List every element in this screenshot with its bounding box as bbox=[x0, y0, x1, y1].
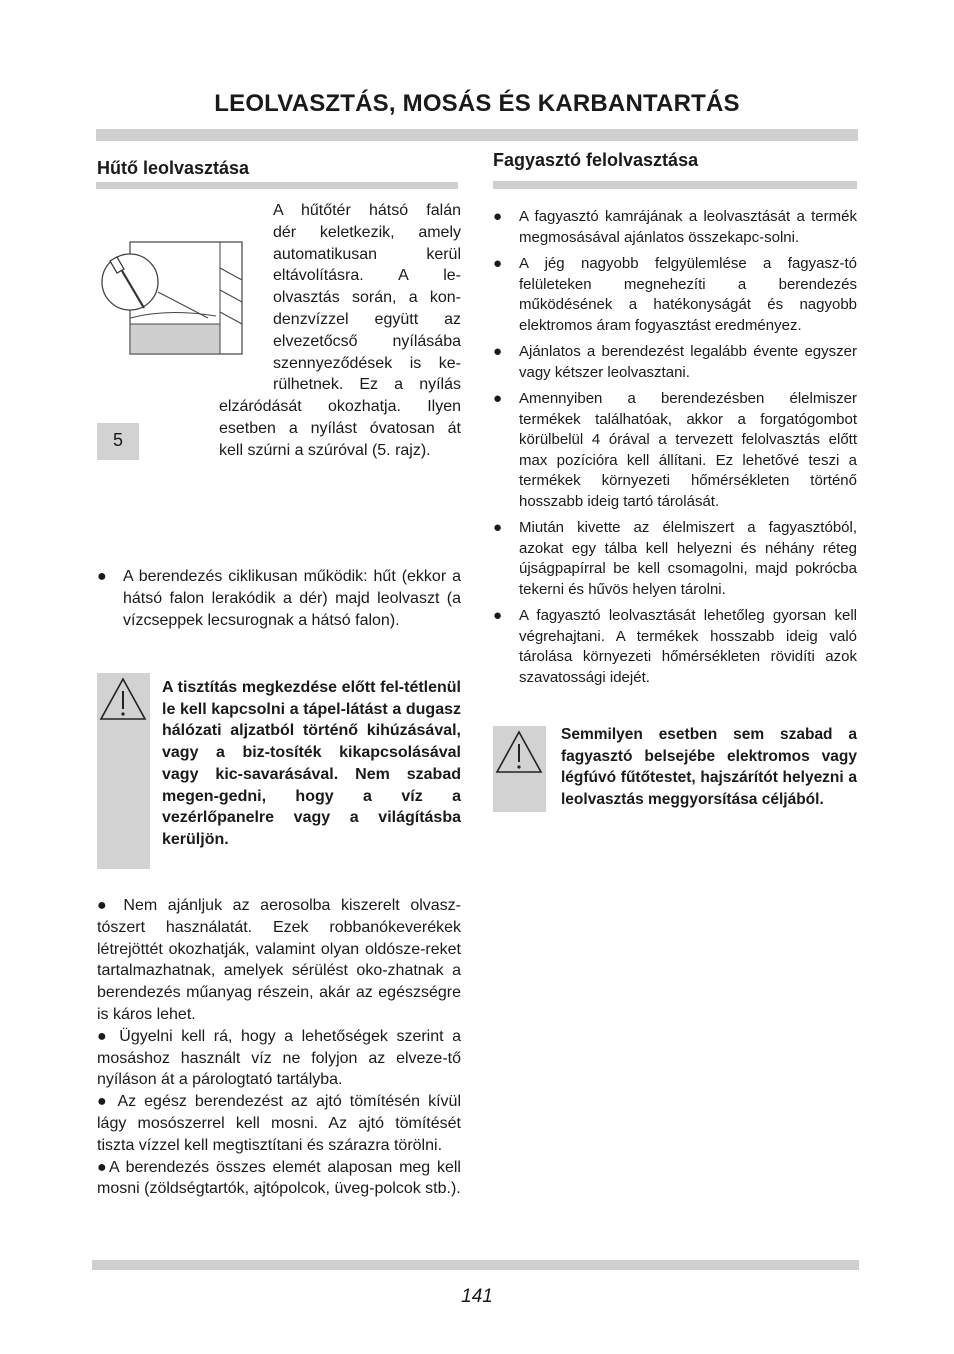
warning-triangle-icon bbox=[493, 726, 546, 786]
bullet-icon: ● bbox=[493, 390, 503, 407]
paragraph-line: automatikusan kerül bbox=[273, 245, 461, 263]
list-item-text: A berendezés összes elemét alaposan meg kell mosni (zöldségtartók, ajtópolcok, üveg-polcok stb.). bbox=[97, 1158, 461, 1198]
drain-hole-illustration bbox=[98, 228, 248, 358]
paragraph-line: esetben a nyílást óvatosan át bbox=[219, 419, 461, 437]
list-item bbox=[97, 1091, 461, 1156]
paragraph-line: elvezetőcső nyílásába bbox=[273, 332, 461, 350]
paragraph-line: denzvízzel együtt az bbox=[273, 310, 461, 328]
list-item bbox=[493, 389, 857, 512]
list-item bbox=[97, 1157, 461, 1201]
bullet-icon: ● bbox=[493, 519, 503, 536]
bullet-icon: ● bbox=[97, 897, 124, 914]
warning-sidebar bbox=[493, 726, 546, 812]
paragraph-line: A hűtőtér hátsó falán bbox=[273, 202, 461, 219]
list-item-text: Miután kivette az élelmiszert a fagyasztóból, azokat egy tálba kell helyezni és néhány réteg újságpapírral be kell csomagolni, majd pokrócba tekerni és hűvös helyen tárolni. bbox=[519, 519, 857, 598]
list-item-text: A jég nagyobb felgyülemlése a fagyasz-tó felületeken megnehezíti a berendezés működésének a hatékonyságát és nagyobb elektromos áram fogyasztást eredményez. bbox=[519, 255, 857, 334]
figure-number: 5 bbox=[97, 423, 139, 460]
freezer-defrost-heading: Fagyasztó felolvasztása bbox=[493, 150, 699, 170]
list-item-text: Ajánlatos a berendezést legalább évente egyszer vagy kétszer leolvasztani. bbox=[519, 343, 857, 381]
list-item bbox=[493, 207, 857, 248]
paragraph-line: olvasztás során, a kon- bbox=[273, 289, 461, 307]
bullet-icon: ● bbox=[97, 1158, 109, 1176]
paragraph-line: dér keletkezik, amely bbox=[273, 223, 461, 241]
list-item-text: A fagyasztó kamrájának a leolvasztását a termék megmosásával ajánlatos összekapc-solni. bbox=[519, 208, 857, 246]
footer-divider bbox=[92, 1260, 859, 1270]
bullet-icon: ● bbox=[97, 1093, 118, 1111]
fridge-defrost-heading: Hűtő leolvasztása bbox=[97, 158, 250, 178]
page-number: 141 bbox=[461, 1286, 493, 1307]
bullet-text: A berendezés ciklikusan működik: hűt (ekkor a hátsó falon lerakódik a dér) majd leolvaszt (a vízcseppek lecsurognak a hátsó falon). bbox=[123, 568, 461, 629]
list-item bbox=[97, 1026, 461, 1091]
title-divider bbox=[96, 129, 858, 141]
list-item bbox=[493, 342, 857, 383]
freezer-bullets bbox=[493, 207, 857, 688]
bullet-icon: ● bbox=[97, 1027, 120, 1045]
bullet-icon: ● bbox=[97, 568, 107, 585]
list-item-text: Ügyelni kell rá, hogy a lehetőségek szerint a mosáshoz használt víz ne folyjon az elveze-tő nyíláson át a párologtató tartályba. bbox=[97, 1027, 462, 1089]
warning-triangle-icon bbox=[97, 673, 150, 733]
paragraph-line: szennyeződések is ke- bbox=[273, 354, 461, 372]
defrost-paragraph-bottom bbox=[219, 396, 461, 461]
list-item-text: Amennyiben a berendezésben élelmiszer termékek találhatóak, akkor a forgatógombot körülbelül 4 órával a tervezett felolvasztás előtt max pozícióra kell állítani. Ez lehetővé teszi a termékek környezeti hőmérsékleten történő hosszabb ideig tartó tárolását. bbox=[519, 390, 857, 510]
paragraph-line: kell szúrni a szúróval (5. rajz). bbox=[219, 441, 431, 459]
warning-sidebar bbox=[97, 673, 150, 869]
bullet-icon: ● bbox=[493, 343, 503, 360]
bullet-icon: ● bbox=[493, 255, 503, 272]
list-item-text: Az egész berendezést az ajtó tömítésén kívül lágy mosószerrel kell mosni. Az ajtó tömítését tiszta vízzel kell megtisztítani és szárazra törölni. bbox=[97, 1093, 461, 1154]
left-heading-divider bbox=[96, 182, 458, 189]
list-item bbox=[493, 254, 857, 336]
bullet-icon: ● bbox=[493, 208, 503, 225]
list-item bbox=[493, 606, 857, 688]
cleaning-bullets bbox=[97, 895, 461, 1200]
list-item bbox=[97, 895, 461, 1026]
freezer-warning: Semmilyen esetben sem szabad a fagyasztó belsejébe elektromos vagy légfúvó fűtőtestet, hajszárítót helyezni a leolvasztás meggyorsítása céljából. bbox=[561, 726, 857, 808]
list-item-text: A fagyasztó leolvasztását lehetőleg gyorsan kell végrehajtani. A termékek hosszabb ideig való tárolása környezeti hőmérsékleten rövidíti azok szavatossági idejét. bbox=[519, 607, 857, 686]
cleaning-warning: A tisztítás megkezdése előtt fel-tétlenül le kell kapcsolni a tápel-látást a dugasz hálózati aljzatból történő kihúzásával, vagy a biz-tosíték kikapcsolásával vagy kic-savarásával. Nem szabad megen-gedni, hogy a víz a vezérlőpanelre vagy a világításba kerüljön. bbox=[162, 679, 461, 848]
paragraph-line: elzáródását okozhatja. Ilyen bbox=[219, 398, 461, 415]
page-title: LEOLVASZTÁS, MOSÁS ÉS KARBANTARTÁS bbox=[214, 90, 740, 117]
cycle-bullet bbox=[97, 566, 461, 631]
list-item-text: Nem ajánljuk az aerosolba kiszerelt olvasz-tószert használatát. Ezek robbanókeverékek létrejöttét okozhatják, valamint olyan oldósze-reket tartalmazhatnak, amelyek sérülést oko-zhatnak a berendezés műanyag részein, akár az egészségre is káros lehet. bbox=[97, 897, 461, 1023]
list-item bbox=[493, 518, 857, 600]
paragraph-line: rülhetnek. Ez a nyílás bbox=[273, 376, 461, 394]
right-heading-divider bbox=[493, 181, 857, 189]
paragraph-line: eltávolításra. A le- bbox=[273, 267, 461, 285]
defrost-paragraph-top bbox=[273, 200, 461, 396]
bullet-icon: ● bbox=[493, 607, 503, 624]
